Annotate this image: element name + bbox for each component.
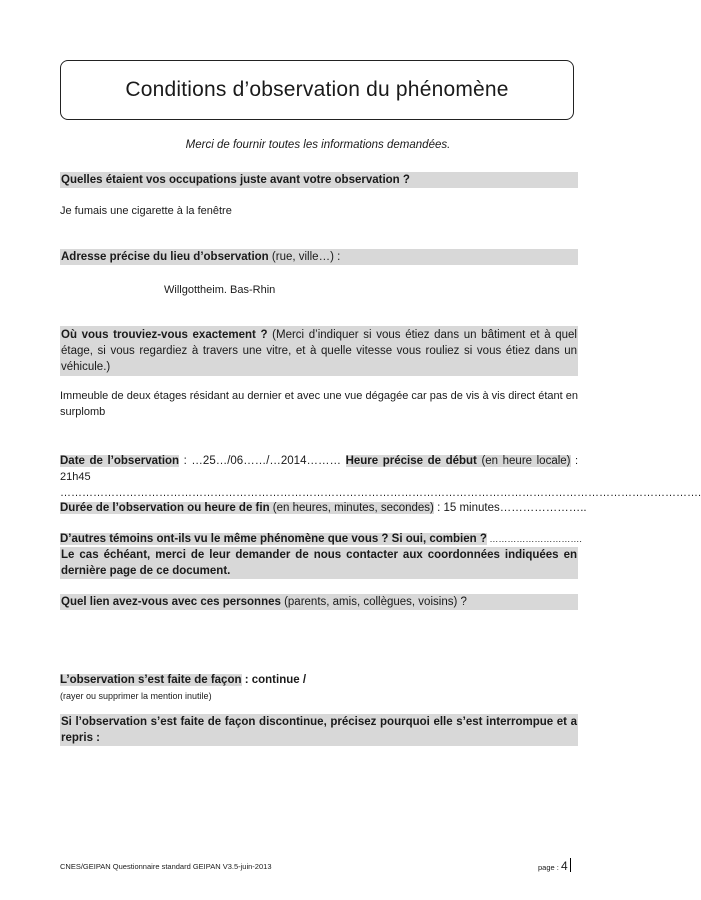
duration-value[interactable]: : 15 minutes…………………..	[433, 502, 587, 514]
answer-occupations[interactable]: Je fumais une cigarette à la fenêtre	[60, 205, 232, 217]
question-relation-hint: (parents, amis, collègues, voisins) ?	[280, 596, 467, 608]
answer-location[interactable]: Immeuble de deux étages résidant au dernier et avec une vue dégagée car pas de vis à vis direct étant en surplomb	[60, 390, 578, 418]
page-subtitle: Merci de fournir toutes les informations demandées.	[185, 139, 451, 151]
witnesses-label: D’autres témoins ont-ils vu le même phénomène que vous ? Si oui, combien ?	[60, 533, 487, 545]
continuity-value[interactable]: : continue /	[241, 674, 307, 686]
start-time-hint: (en heure locale)	[476, 455, 571, 467]
date-label: Date de l’observation	[60, 455, 180, 467]
question-address-hint: (rue, ville…) :	[268, 251, 341, 263]
question-location-hint: (Merci d’indiquer si vous étiez dans un bâtiment et à quel étage, si vous regardiez à travers une vitre, et à quelle vitesse vous rouliez si vous étiez dans un véhicule.)	[61, 329, 577, 373]
continuity-label: L’observation s’est faite de façon	[60, 674, 242, 686]
continuity-block	[60, 672, 306, 688]
witnesses-value[interactable]: ………………………….	[486, 534, 582, 544]
date-value[interactable]: : …25…/06……/…2014………	[179, 455, 346, 467]
page-number: 4	[560, 859, 568, 873]
question-location	[60, 326, 578, 376]
start-time-value[interactable]: : 21h45 ………………………………………………………………………………………………………………………………………………………….	[60, 455, 701, 499]
footer-reference: CNES/GEIPAN Questionnaire standard GEIPAN V3.5-juin-2013	[60, 862, 272, 871]
question-address	[60, 249, 578, 265]
witnesses-block	[60, 531, 582, 547]
witnesses-note: Le cas échéant, merci de leur demander de nous contacter aux coordonnées indiquées en dernière page de ce document.	[61, 549, 577, 577]
duration-label: Durée de l’observation ou heure de fin	[60, 502, 270, 514]
continuity-note: (rayer ou supprimer la mention inutile)	[60, 691, 212, 701]
duration-hint: (en heures, minutes, secondes)	[269, 502, 434, 514]
page-number-block	[538, 858, 571, 873]
answer-address[interactable]: Willgottheim. Bas-Rhin	[164, 284, 276, 296]
page-title: Conditions d’observation du phénomène	[60, 60, 574, 120]
question-discontinuous: Si l’observation s’est faite de façon discontinue, précisez pourquoi elle s’est interrompue et a repris :	[61, 716, 577, 744]
question-location-label: Où vous trouviez-vous exactement ?	[61, 329, 268, 341]
date-time-block	[60, 453, 701, 501]
start-time-label: Heure précise de début	[345, 455, 477, 467]
question-relation	[60, 594, 578, 610]
question-occupations: Quelles étaient vos occupations juste avant votre observation ?	[60, 172, 578, 188]
text-cursor	[570, 858, 571, 872]
question-relation-label: Quel lien avez-vous avec ces personnes	[61, 596, 281, 608]
page-label: page :	[538, 863, 561, 872]
question-address-label: Adresse précise du lieu d’observation	[61, 251, 269, 263]
duration-block	[60, 500, 587, 516]
